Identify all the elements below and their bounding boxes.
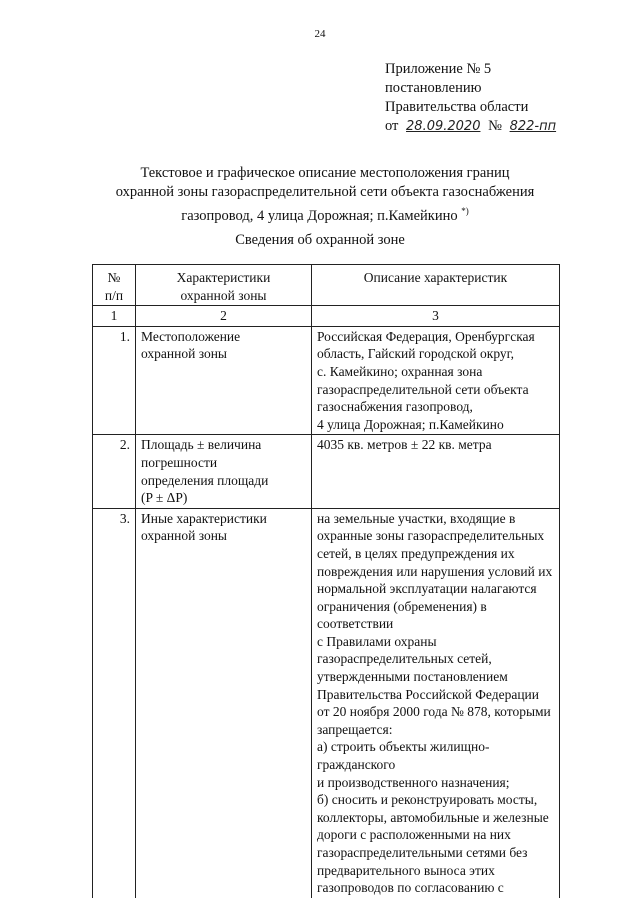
title-line-2: охранной зоны газораспределительной сети объекта газоснабжения <box>115 184 535 200</box>
title-line-3 <box>90 202 560 226</box>
document-title <box>90 164 560 226</box>
index-cell-3: 3 <box>312 306 560 327</box>
row-description: Российская Федерация, Оренбургская область, Гайский городской округ, с. Камейкино; охранная зона газораспределительной сети объекта газоснабжения газопровод, 4 улица Дорожная; п.Камейкино <box>312 326 560 435</box>
handwritten-date: 28.09.2020 <box>406 119 481 134</box>
appendix-line-3: Правительства области <box>385 99 529 115</box>
row-number: 3. <box>93 508 136 898</box>
table-row <box>93 435 560 508</box>
row-characteristic: Иные характеристики охранной зоны <box>136 508 312 898</box>
index-cell-2: 2 <box>136 306 312 327</box>
header-characteristic: Характеристики охранной зоны <box>136 265 312 306</box>
table-row <box>93 508 560 898</box>
appendix-block <box>385 60 560 136</box>
table-row <box>93 326 560 435</box>
handwritten-number: 822-пп <box>509 119 557 134</box>
page-number: 24 <box>314 28 326 40</box>
header-description: Описание характеристик <box>312 265 560 306</box>
table-index-row <box>93 306 560 327</box>
row-characteristic: Площадь ± величина погрешности определения площади (P ± ΔP) <box>136 435 312 508</box>
appendix-line-1: Приложение № 5 <box>385 61 492 77</box>
number-label: № <box>488 118 502 134</box>
row-number: 1. <box>93 326 136 435</box>
title-line-3-text: газопровод, 4 улица Дорожная; п.Камейкино <box>181 207 458 224</box>
footnote-mark: *) <box>461 206 469 216</box>
section-title: Сведения об охранной зоне <box>235 232 405 248</box>
appendix-line-4 <box>385 117 560 136</box>
row-description: на земельные участки, входящие в охранные зоны газораспределительных сетей, в целях предупреждения их повреждения или нарушения условий их нормальной эксплуатации налагаются ограничения (обременения) в соответствии с Правилами охраны газораспределительных сетей, утвержденными постановлением Правительства Российской Федерации от 20 ноября 2000 года № 878, которыми запрещается: а) строить объекты жилищно-гражданского и производственного назначения; б) сносить и реконструировать мосты, коллекторы, автомобильные и железные дороги с расположенными на них газораспределительными сетями без предварительного выноса этих газопроводов по согласованию с <box>312 508 560 898</box>
header-num: № п/п <box>93 265 136 306</box>
row-number: 2. <box>93 435 136 508</box>
from-label: от <box>385 118 399 134</box>
table-header-row <box>93 265 560 306</box>
row-description: 4035 кв. метров ± 22 кв. метра <box>312 435 560 508</box>
index-cell-1: 1 <box>93 306 136 327</box>
row-characteristic: Местоположение охранной зоны <box>136 326 312 435</box>
title-line-1: Текстовое и графическое описание местоположения границ <box>140 165 510 181</box>
zone-info-table <box>92 264 560 898</box>
appendix-line-2: постановлению <box>385 80 482 96</box>
